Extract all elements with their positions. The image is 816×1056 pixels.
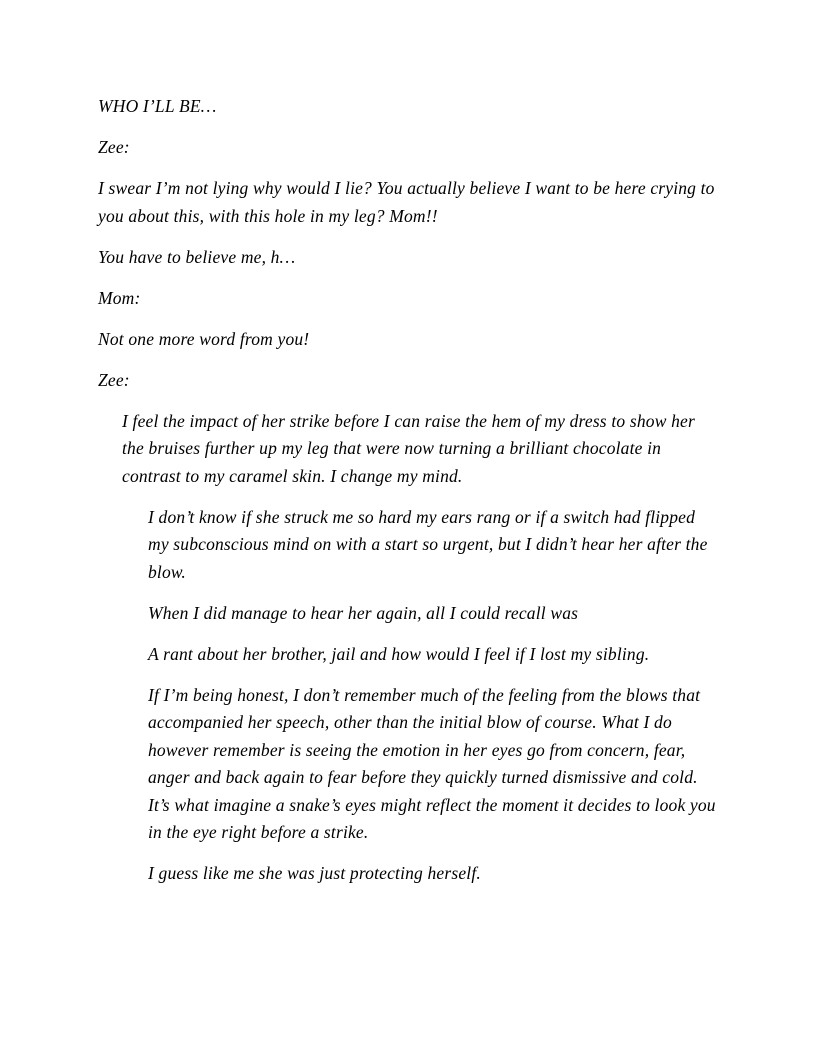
paragraph: If I’m being honest, I don’t remember much of the feeling from the blows that accompanied her speech, other than the initial blow of course. What I do however remember is seeing the emotion in her eyes go from concern, fear, anger and back again to fear before they quickly turned dismissive and cold. It’s what imagine a snake’s eyes might reflect the moment it decides to look you in the eye right before a strike. xyxy=(148,684,721,842)
speaker-label: Zee: xyxy=(98,137,130,157)
speaker-label: Zee: xyxy=(98,369,130,390)
paragraph: A rant about her brother, jail and how would I feel if I lost my sibling. xyxy=(148,643,650,664)
paragraph: I don’t know if she struck me so hard my ears rang or if a switch had flipped my subconscious mind on with a start so urgent, but I didn’t hear her after the blow. xyxy=(148,506,713,582)
paragraph: When I did manage to hear her again, all I could recall was xyxy=(148,602,579,623)
paragraph: Not one more word from you! xyxy=(98,328,310,349)
speaker-label: Mom: xyxy=(98,287,141,308)
paragraph: I swear I’m not lying why would I lie? You actually believe I want to be here crying to you about this, with this hole in my leg? Mom!! xyxy=(98,178,720,226)
document-title: WHO I’LL BE… xyxy=(98,96,217,116)
paragraph: You have to believe me, h… xyxy=(98,246,296,267)
paragraph: I feel the impact of her strike before I can raise the hem of my dress to show her the bruises further up my leg that were now turning a brilliant chocolate in contrast to my caramel skin. I change my mind. xyxy=(122,410,700,486)
paragraph: I guess like me she was just protecting herself. xyxy=(148,863,481,883)
document-body xyxy=(98,93,720,888)
